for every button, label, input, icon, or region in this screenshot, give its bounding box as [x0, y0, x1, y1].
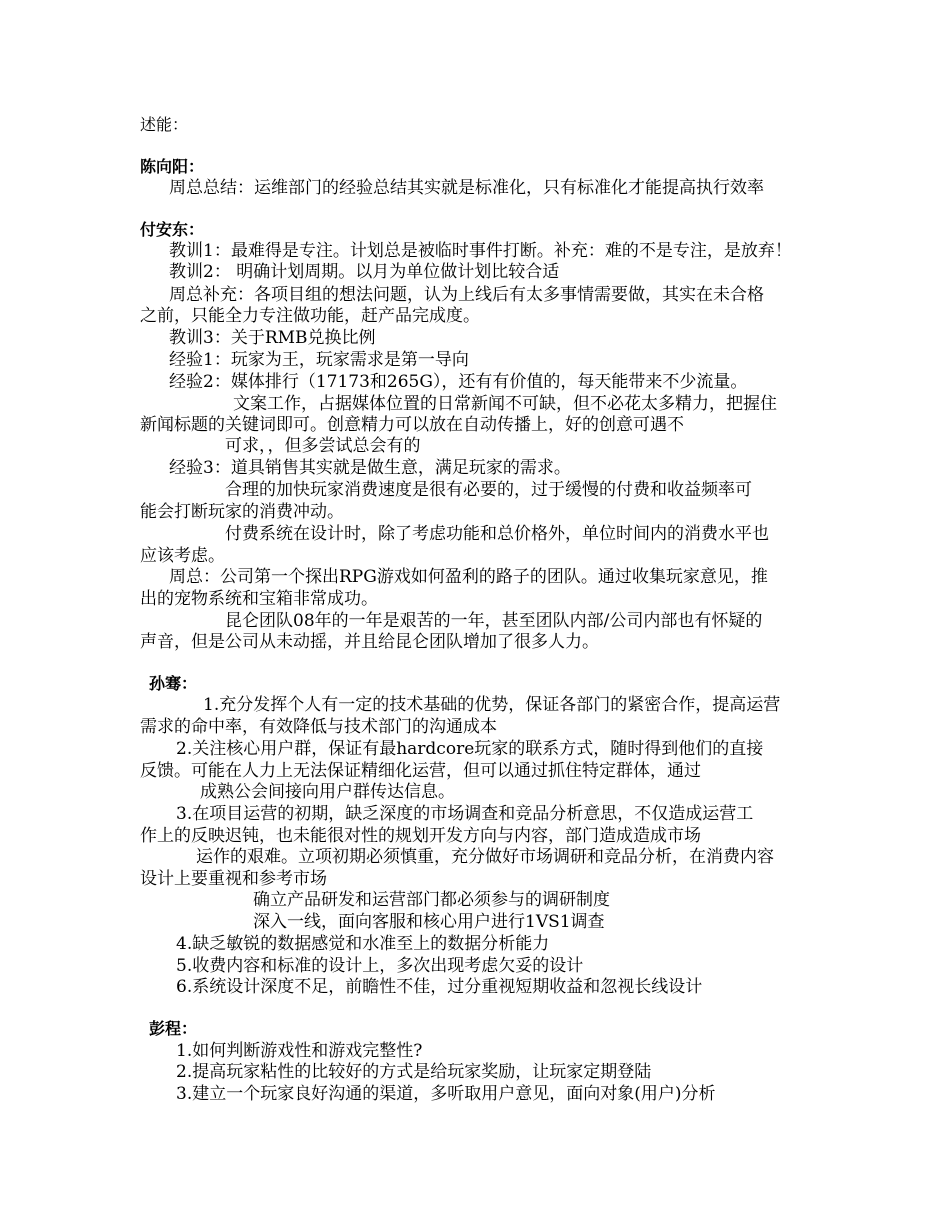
paragraph-line: 反馈。可能在人力上无法保证精细化运营，但可以通过抓住特定群体，通过 — [140, 761, 701, 781]
paragraph-line: 能会打断玩家的消费冲动。 — [140, 502, 344, 522]
paragraph-line: 文案工作，占据媒体位置的日常新闻不可缺，但不必花太多精力，把握住 — [233, 394, 777, 414]
section-heading-sun: 孙骞： — [149, 674, 198, 693]
paragraph-line: 经验1：玩家为王，玩家需求是第一导向 — [169, 350, 469, 370]
paragraph-line: 3.建立一个玩家良好沟通的渠道，多听取用户意见，面向对象(用户)分析 — [176, 1084, 716, 1104]
section-heading-chen: 陈向阳： — [140, 157, 205, 176]
paragraph-line: 5.收费内容和标准的设计上，多次出现考虑欠妥的设计 — [176, 956, 584, 976]
paragraph-line: 出的宠物系统和宝箱非常成功。 — [140, 589, 378, 609]
paragraph-line: 经验2：媒体排行（17173和265G），还有有价值的，每天能带来不少流量。 — [169, 372, 748, 392]
paragraph-line: 成熟公会间接向用户群传达信息。 — [200, 782, 455, 802]
paragraph-line: 可求，，但多尝试总会有的 — [225, 436, 421, 456]
paragraph-line: 周总补充：各项目组的想法问题，认为上线后有太多事情需要做，其实在未合格 — [169, 285, 764, 305]
paragraph-line: 声音，但是公司从未动摇，并且给昆仑团队增加了很多人力。 — [140, 632, 599, 652]
paragraph-line: 深入一线，面向客服和核心用户进行1VS1调查 — [253, 912, 605, 932]
paragraph-line: 昆仑团队08年的一年是艰苦的一年，甚至团队内部/公司内部也有怀疑的 — [225, 611, 763, 631]
paragraph-line: 2.提高玩家粘性的比较好的方式是给玩家奖励，让玩家定期登陆 — [176, 1062, 652, 1082]
paragraph-line: 之前，只能全力专注做功能，赶产品完成度。 — [140, 306, 480, 326]
paragraph-line: 经验3：道具销售其实就是做生意，满足玩家的需求。 — [169, 458, 571, 478]
paragraph-line: 教训2： 明确计划周期。以月为单位做计划比较合适 — [169, 262, 560, 282]
paragraph-line: 应该考虑。 — [140, 546, 225, 566]
paragraph-line: 周总总结：运维部门的经验总结其实就是标准化，只有标准化才能提高执行效率 — [169, 178, 764, 198]
paragraph-line: 付费系统在设计时，除了考虑功能和总价格外，单位时间内的消费水平也 — [225, 524, 769, 544]
paragraph-line: 运作的艰难。立项初期必须慎重，充分做好市场调研和竞品分析，在消费内容 — [196, 847, 774, 867]
paragraph-line: 1.充分发挥个人有一定的技术基础的优势，保证各部门的紧密合作，提高运营 — [203, 695, 781, 715]
paragraph-line: 确立产品研发和运营部门都必须参与的调研制度 — [253, 890, 610, 910]
paragraph-line: 6.系统设计深度不足，前瞻性不佳，过分重视短期收益和忽视长线设计 — [176, 977, 703, 997]
paragraph-line: 4.缺乏敏锐的数据感觉和水准至上的数据分析能力 — [176, 934, 550, 954]
paragraph-line: 作上的反映迟钝，也未能很对性的规划开发方向与内容，部门造成造成市场 — [140, 826, 701, 846]
paragraph-line: 1.如何判断游戏性和游戏完整性? — [176, 1041, 423, 1061]
paragraph-line: 设计上要重视和参考市场 — [140, 869, 327, 889]
intro-label: 述能： — [140, 115, 189, 134]
paragraph-line: 2.关注核心用户群，保证有最hardcore玩家的联系方式，随时得到他们的直接 — [176, 739, 764, 759]
paragraph-line: 3.在项目运营的初期，缺乏深度的市场调查和竞品分析意思，不仅造成运营工 — [176, 804, 754, 824]
paragraph-line: 需求的命中率，有效降低与技术部门的沟通成本 — [140, 717, 497, 737]
section-heading-peng: 彭程： — [149, 1019, 198, 1038]
paragraph-line: 合理的加快玩家消费速度是很有必要的，过于缓慢的付费和收益频率可 — [225, 480, 752, 500]
section-heading-fu: 付安东： — [140, 220, 205, 239]
paragraph-line: 教训3：关于RMB兑换比例 — [169, 328, 376, 348]
paragraph-line: 新闻标题的关键词即可。创意精力可以放在自动传播上，好的创意可遇不 — [140, 415, 684, 435]
paragraph-line: 教训1：最难得是专注。计划总是被临时事件打断。补充：难的不是专注，是放弃！ — [169, 241, 792, 261]
paragraph-line: 周总：公司第一个探出RPG游戏如何盈利的路子的团队。通过收集玩家意见，推 — [169, 567, 768, 587]
